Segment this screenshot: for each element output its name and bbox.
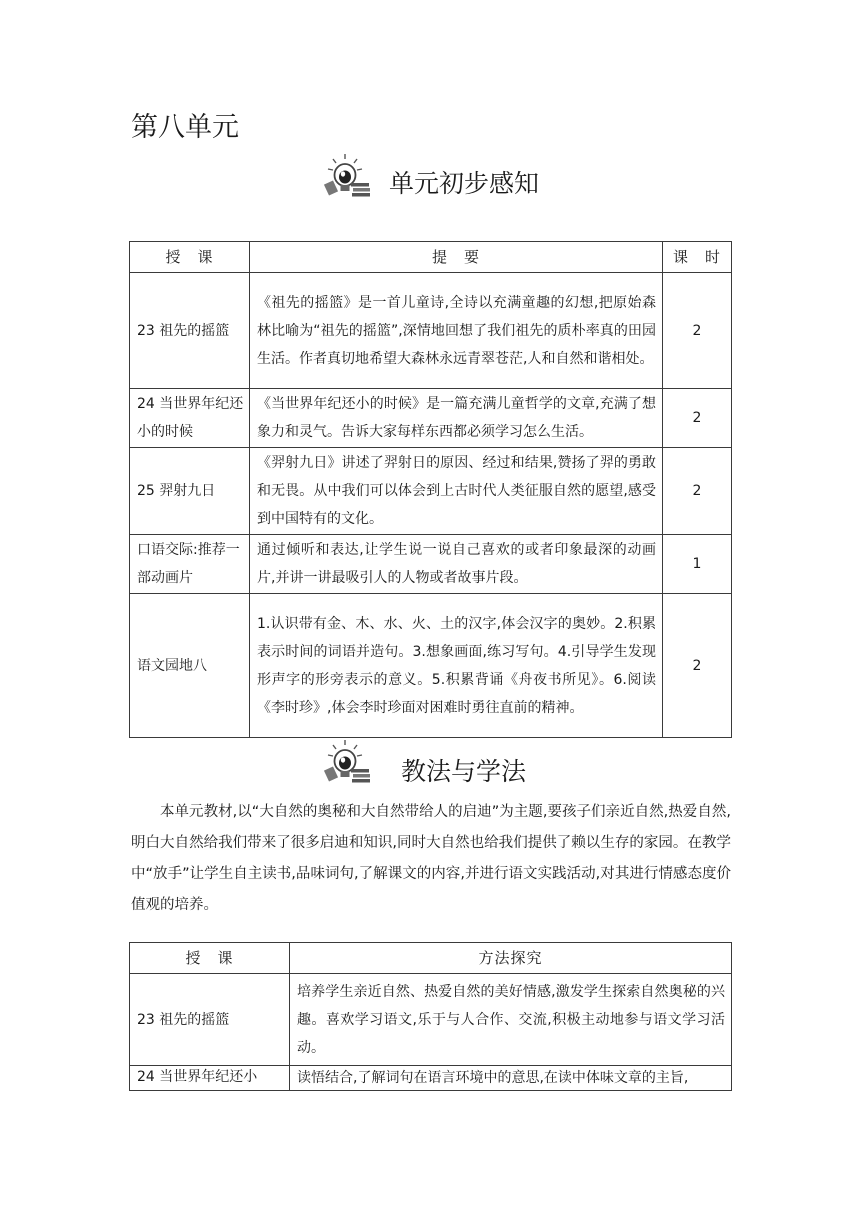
lesson-cell: 24 当世界年纪还小 <box>130 1066 290 1091</box>
table-row <box>130 448 732 535</box>
lightbulb-books-icon <box>323 153 371 199</box>
table-row <box>130 974 732 1066</box>
table-header-row <box>130 242 732 273</box>
summary-cell: 通过倾听和表达,让学生说一说自己喜欢的或者印象最深的动画片,并讲一讲最吸引人的人物或者故事片段。 <box>250 535 663 594</box>
summary-cell: 《祖先的摇篮》是一首儿童诗,全诗以充满童趣的幻想,把原始森林比喻为“祖先的摇篮”,深情地回想了我们祖先的质朴率真的田园生活。作者真切地希望大森林永远青翠苍茫,人和自然和谐相处。 <box>250 273 663 389</box>
hours-cell: 2 <box>663 448 732 535</box>
table-row <box>130 594 732 738</box>
lesson-cell: 口语交际:推荐一部动画片 <box>130 535 250 594</box>
summary-cell: 1.认识带有金、木、水、火、土的汉字,体会汉字的奥妙。2.积累表示时间的词语并造句。3.想象画面,练习写句。4.引导学生发现形声字的形旁表示的意义。5.积累背诵《舟夜书所见》。6.阅读《李时珍》,体会李时珍面对困难时勇往直前的精神。 <box>250 594 663 738</box>
lesson-cell: 语文园地八 <box>130 594 250 738</box>
unit-overview-table <box>129 241 732 738</box>
hours-cell: 2 <box>663 389 732 448</box>
header-summary: 提 要 <box>250 242 663 273</box>
lesson-cell: 24 当世界年纪还小的时候 <box>130 389 250 448</box>
section-heading-perception: 单元初步感知 <box>389 169 540 198</box>
table-row <box>130 535 732 594</box>
section-header-perception <box>0 152 860 212</box>
lesson-cell: 25 羿射九日 <box>130 448 250 535</box>
lesson-cell: 23 祖先的摇篮 <box>130 974 290 1066</box>
hours-cell: 2 <box>663 273 732 389</box>
unit-title: 第八单元 <box>131 112 239 143</box>
section-heading-methods: 教法与学法 <box>401 757 527 786</box>
header-method: 方法探究 <box>290 943 732 974</box>
table-row <box>130 1066 732 1091</box>
header-lesson: 授 课 <box>130 943 290 974</box>
unit-intro-paragraph: 本单元教材,以“大自然的奥秘和大自然带给人的启迪”为主题,要孩子们亲近自然,热爱自然,明白大自然给我们带来了很多启迪和知识,同时大自然也给我们提供了赖以生存的家园。在教学中“放手”让学生自主读书,品味词句,了解课文的内容,并进行语文实践活动,对其进行情感态度价值观的培养。 <box>131 804 731 913</box>
hours-cell: 2 <box>663 594 732 738</box>
table-row <box>130 273 732 389</box>
header-hours: 课 时 <box>663 242 732 273</box>
summary-cell: 《当世界年纪还小的时候》是一篇充满儿童哲学的文章,充满了想象力和灵气。告诉大家每样东西都必须学习怎么生活。 <box>250 389 663 448</box>
summary-cell: 《羿射九日》讲述了羿射日的原因、经过和结果,赞扬了羿的勇敢和无畏。从中我们可以体会到上古时代人类征服自然的愿望,感受到中国特有的文化。 <box>250 448 663 535</box>
hours-cell: 1 <box>663 535 732 594</box>
table-row <box>130 389 732 448</box>
table-header-row <box>130 943 732 974</box>
method-cell: 培养学生亲近自然、热爱自然的美好情感,激发学生探索自然奥秘的兴趣。喜欢学习语文,乐于与人合作、交流,积极主动地参与语文学习活动。 <box>290 974 732 1066</box>
teaching-methods-table <box>129 942 732 1091</box>
lesson-cell: 23 祖先的摇篮 <box>130 273 250 389</box>
header-lesson: 授 课 <box>130 242 250 273</box>
method-cell: 读悟结合,了解词句在语言环境中的意思,在读中体味文章的主旨, <box>290 1066 732 1091</box>
section-header-methods <box>0 738 860 798</box>
lightbulb-books-icon <box>323 739 371 785</box>
